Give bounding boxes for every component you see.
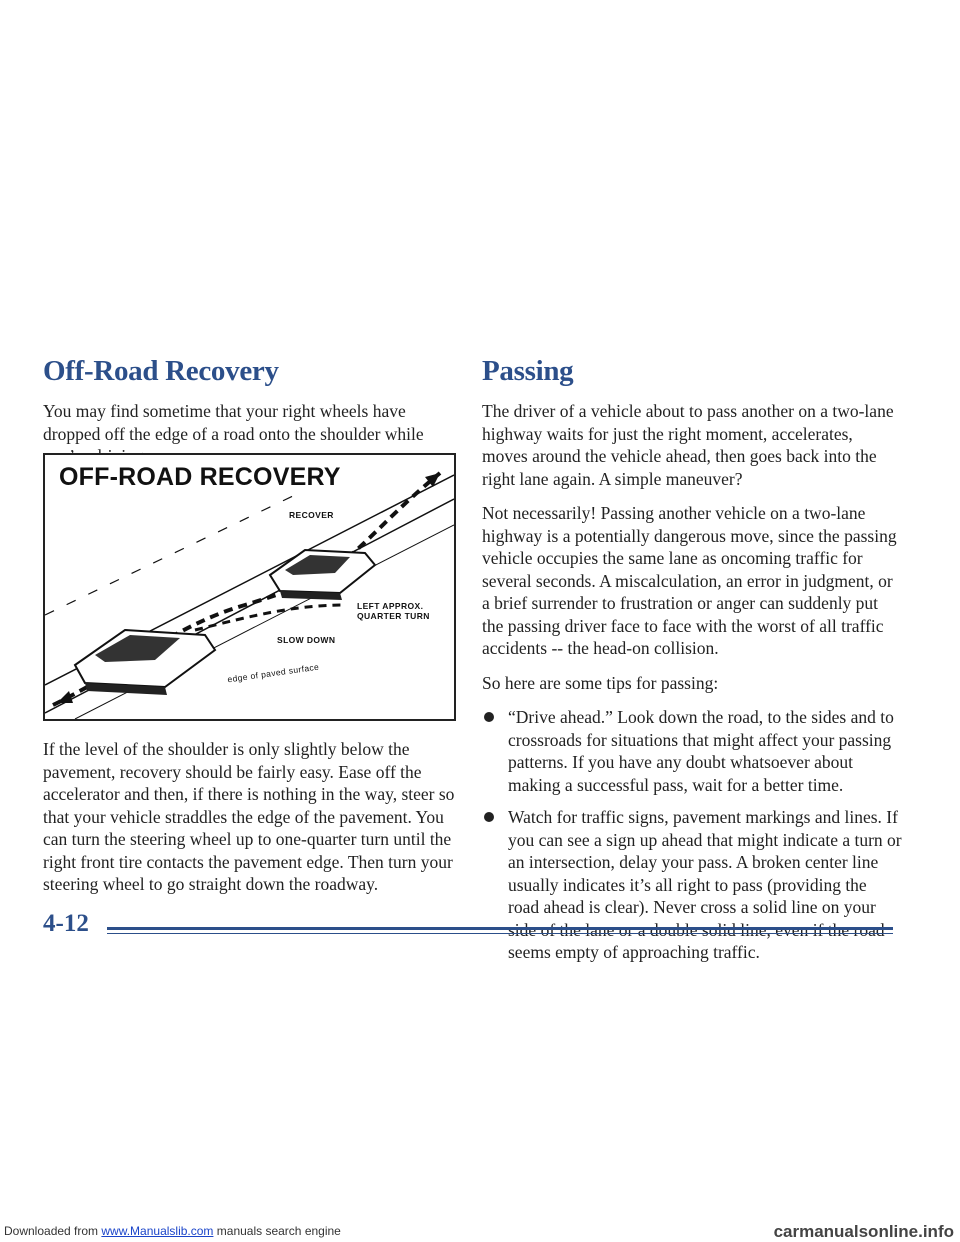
right-column (482, 355, 902, 974)
left-body-container (43, 738, 458, 908)
label-left-turn-1: LEFT APPROX. (357, 601, 424, 611)
center-dashed-line (45, 495, 295, 615)
recovery-paragraph: If the level of the shoulder is only slightly below the pavement, recovery should be fairly easy. Ease off the accelerator and then, if there is nothing in the way, steer so that your vehicle straddles the edge of the pavement. You can turn the steering wheel up to one-quarter turn until the right front tire contacts the pavement edge. Then turn your steering wheel to go straight down the roadway. (43, 739, 455, 894)
arrow-head (57, 691, 73, 703)
bullet-icon (484, 812, 494, 822)
footer-rule-thick (107, 927, 893, 930)
notice-prefix: Downloaded from (4, 1224, 102, 1238)
section-title-off-road-recovery: Off-Road Recovery (43, 355, 279, 387)
tip-text: “Drive ahead.” Look down the road, to the sides and to crossroads for situations that might affect your passing patterns. If you have any doubt whatsoever about making a successful pass, wait for a better time. (508, 707, 894, 795)
figure-title: OFF-ROAD RECOVERY (59, 463, 341, 491)
passing-paragraph-1: The driver of a vehicle about to pass another on a two-lane highway waits for just the right moment, accelerates, moves around the vehicle ahead, then goes back into the right lane again. A simple maneuver? (482, 401, 894, 489)
off-road-recovery-illustration (43, 453, 456, 721)
notice-suffix: manuals search engine (213, 1224, 341, 1238)
footer-rule-thin (107, 933, 893, 934)
manualslib-link[interactable]: www.Manualslib.com (101, 1224, 214, 1238)
tip-text: Watch for traffic signs, pavement markings and lines. If you can see a sign up ahead that might indicate a turn or an intersection, delay your pass. A broken center line usually indicates it’s all right to pass (providing the road ahead is clear). Never cross a solid line on your seems empty of approaching traffic. (508, 807, 902, 962)
passing-paragraph-2: Not necessarily! Passing another vehicle on a two-lane highway is a potentially dangerous move, since the passing vehicle occupies the same lane as oncoming traffic for several seconds. A miscalculation, an error in judgment, or a brief surrender to frustration or anger can suddenly put the passing driver face to face with the worst of all traffic accidents -- the head-on collision. (482, 503, 897, 658)
label-recover: RECOVER (289, 510, 334, 520)
section-title-passing: Passing (482, 355, 574, 387)
slow-down-path (195, 605, 345, 630)
car-front (270, 550, 375, 600)
label-left-turn-2: QUARTER TURN (357, 611, 430, 621)
page-footer (43, 910, 893, 940)
label-edge-paved-surface: edge of paved surface (226, 661, 320, 685)
bullet-icon (484, 712, 494, 722)
car-rear (75, 630, 215, 695)
page-number: 4-12 (43, 910, 89, 937)
label-slow-down: SLOW DOWN (277, 635, 336, 645)
passing-paragraph-3: So here are some tips for passing: (482, 672, 719, 693)
intro-paragraph: You may find sometime that your right wheels have dropped off the edge of a road onto the shoulder while (43, 401, 424, 444)
list-item (482, 706, 902, 796)
watermark-logo: carmanualsonline.info (773, 1222, 954, 1241)
